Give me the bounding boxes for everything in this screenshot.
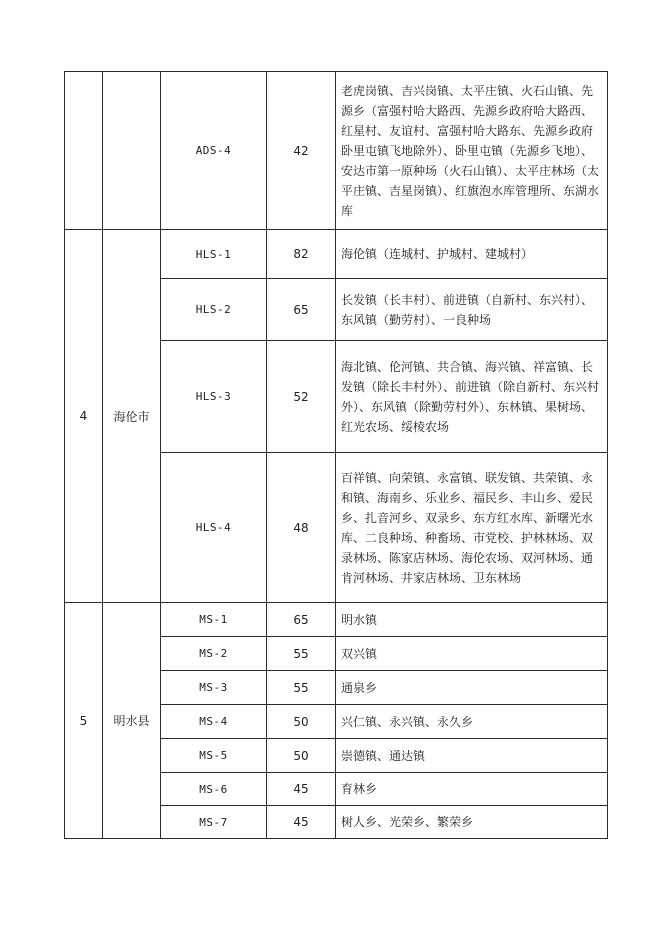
table-row xyxy=(65,72,608,230)
towns-cell: 双兴镇 xyxy=(336,637,608,671)
county-cell: 海伦市 xyxy=(103,230,161,603)
towns-cell: 长发镇（长丰村）、前进镇（自新村、东兴村）、东风镇（勤劳村）、一良种场 xyxy=(336,279,608,341)
towns-cell: 树人乡、光荣乡、繁荣乡 xyxy=(336,806,608,839)
zone-code-cell: HLS-3 xyxy=(161,341,267,453)
towns-cell: 育林乡 xyxy=(336,773,608,806)
zone-code-cell: MS-7 xyxy=(161,806,267,839)
zone-code-cell: ADS-4 xyxy=(161,72,267,230)
zone-code-cell: MS-5 xyxy=(161,739,267,773)
county-cell xyxy=(103,72,161,230)
zone-code-cell: MS-4 xyxy=(161,705,267,739)
zone-value-cell: 50 xyxy=(267,739,336,773)
towns-cell: 老虎岗镇、吉兴岗镇、太平庄镇、火石山镇、先源乡（富强村哈大路西、先源乡政府哈大路西、红星村、友谊村、富强村哈大路东、先源乡政府卧里屯镇飞地除外）、卧里屯镇（先源乡飞地）、安达市第一原种场（火石山镇）、太平庄林场（太平庄镇、吉星岗镇）、红旗泡水库管理所、东湖水库 xyxy=(336,72,608,230)
zone-value-cell: 65 xyxy=(267,603,336,637)
zone-code-cell: HLS-2 xyxy=(161,279,267,341)
zone-value-cell: 55 xyxy=(267,671,336,705)
zone-value-cell: 45 xyxy=(267,773,336,806)
zone-value-cell: 45 xyxy=(267,806,336,839)
table-row xyxy=(65,603,608,637)
zone-value-cell: 52 xyxy=(267,341,336,453)
zone-value-cell: 65 xyxy=(267,279,336,341)
zone-code-cell: MS-3 xyxy=(161,671,267,705)
zone-value-cell: 48 xyxy=(267,453,336,603)
zone-value-cell: 50 xyxy=(267,705,336,739)
towns-cell: 明水镇 xyxy=(336,603,608,637)
zone-value-cell: 82 xyxy=(267,230,336,279)
zone-code-cell: MS-2 xyxy=(161,637,267,671)
table-row xyxy=(65,230,608,279)
index-cell: 5 xyxy=(65,603,103,839)
zone-value-cell: 55 xyxy=(267,637,336,671)
towns-cell: 兴仁镇、永兴镇、永久乡 xyxy=(336,705,608,739)
towns-cell: 崇德镇、通达镇 xyxy=(336,739,608,773)
price-zone-table xyxy=(64,71,608,839)
zone-value-cell: 42 xyxy=(267,72,336,230)
zone-code-cell: HLS-4 xyxy=(161,453,267,603)
zone-code-cell: HLS-1 xyxy=(161,230,267,279)
zone-code-cell: MS-1 xyxy=(161,603,267,637)
index-cell xyxy=(65,72,103,230)
county-cell: 明水县 xyxy=(103,603,161,839)
towns-cell: 通泉乡 xyxy=(336,671,608,705)
towns-cell: 百祥镇、向荣镇、永富镇、联发镇、共荣镇、永和镇、海南乡、乐业乡、福民乡、丰山乡、爱民乡、扎音河乡、双录乡、东方红水库、新曙光水库、二良种场、种畜场、市党校、护林林场、双录林场、陈家店林场、海伦农场、双河林场、通肯河林场、井家店林场、卫东林场 xyxy=(336,453,608,603)
index-cell: 4 xyxy=(65,230,103,603)
zone-code-cell: MS-6 xyxy=(161,773,267,806)
towns-cell: 海北镇、伦河镇、共合镇、海兴镇、祥富镇、长发镇（除长丰村外）、前进镇（除自新村、东兴村外）、东风镇（除勤劳村外）、东林镇、果树场、红光农场、绥棱农场 xyxy=(336,341,608,453)
towns-cell: 海伦镇（连城村、护城村、建城村） xyxy=(336,230,608,279)
